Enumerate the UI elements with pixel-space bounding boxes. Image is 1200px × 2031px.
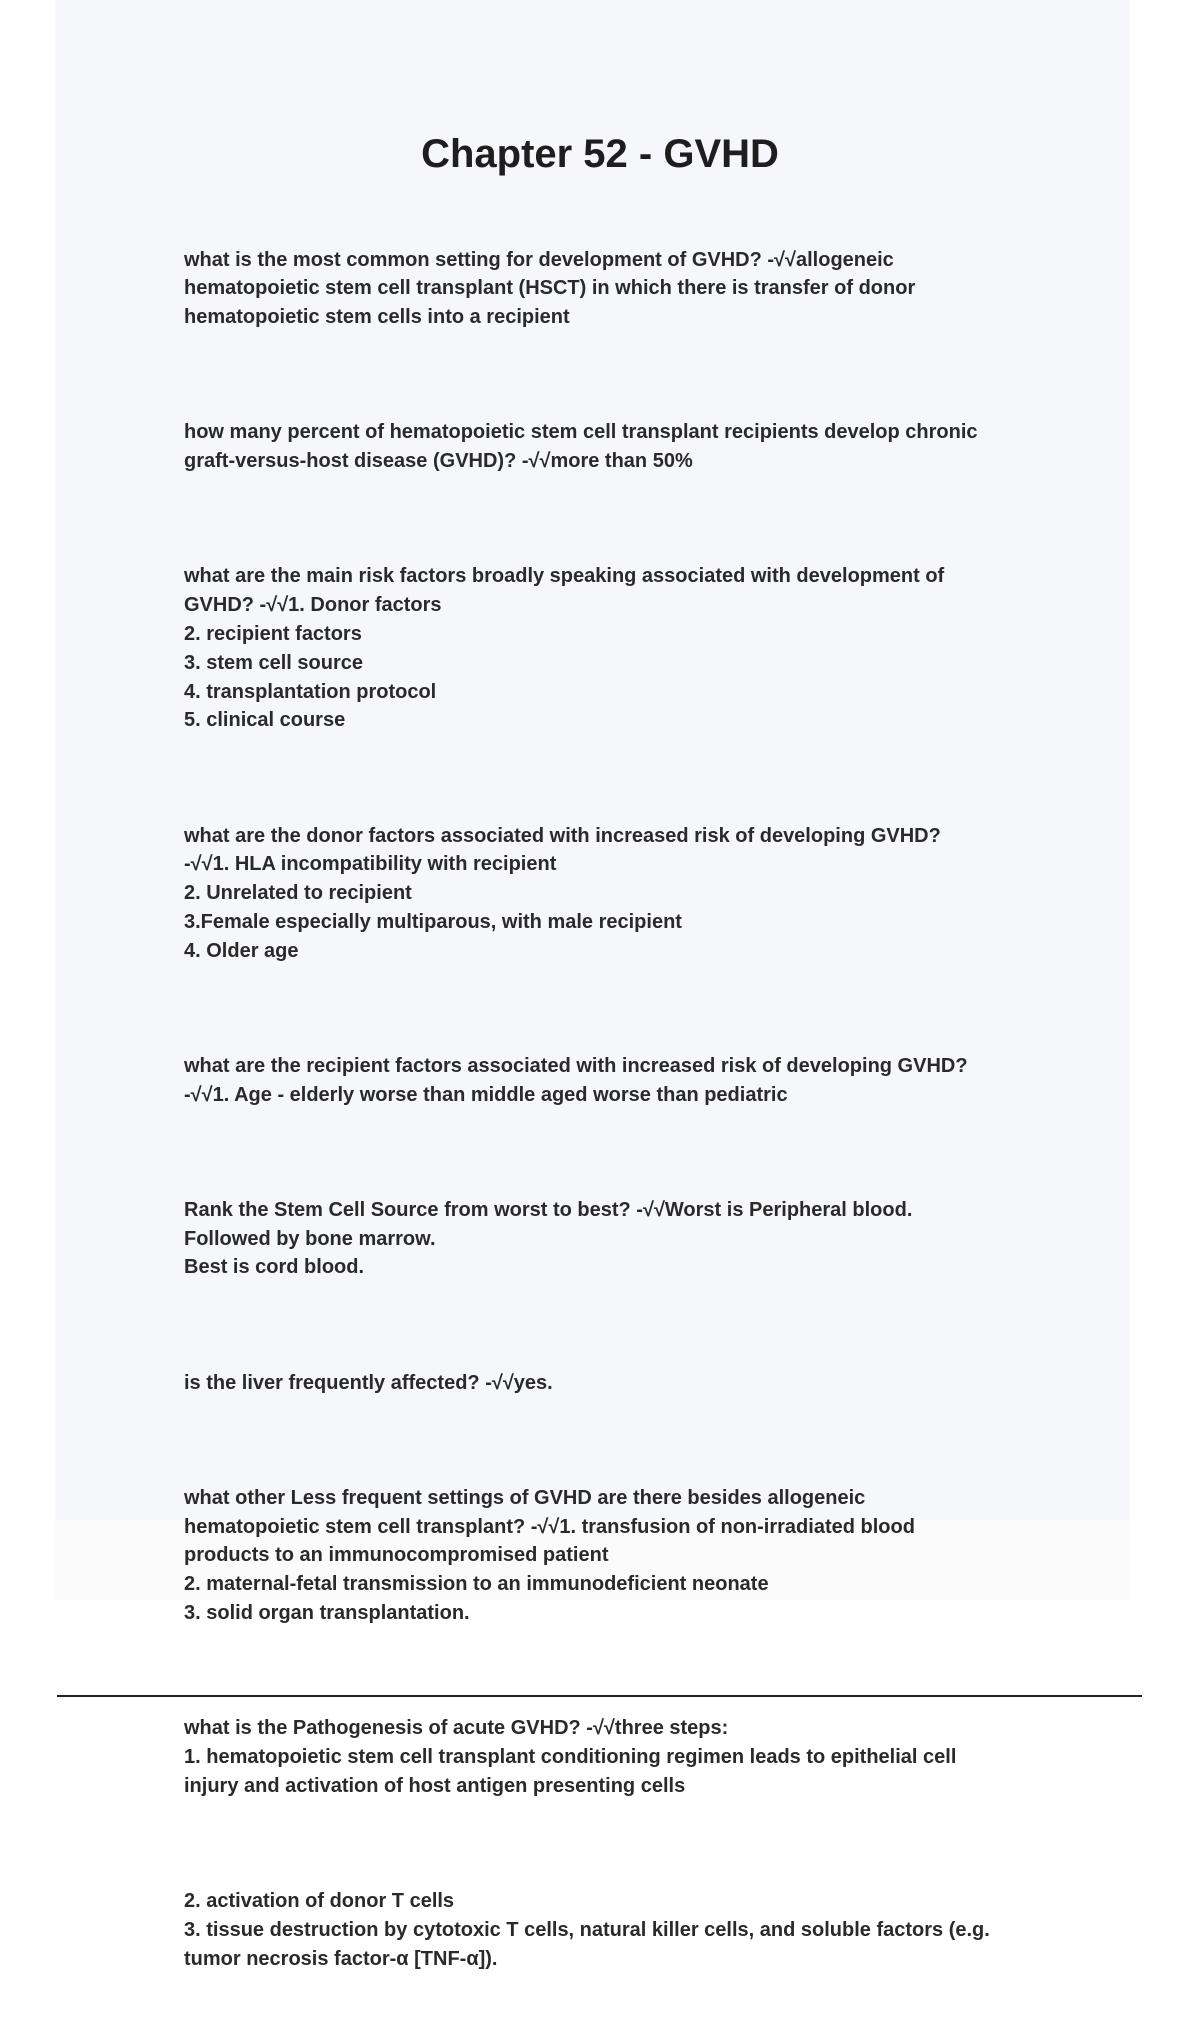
qa-paragraph-4: what are the donor factors associated with increased risk of developing GVHD? -√√1. HLA incompatibility with recipient 2. Unrelated to recipient 3.Female especially multiparous, with male recipient 4. Older age: [184, 824, 941, 962]
qa-paragraph-1: what is the most common setting for development of GVHD? -√√allogeneic hematopoietic stem cell transplant (HSCT) in which there is transfer of donor hematopoietic stem cells into a recipient: [184, 248, 916, 329]
qa-paragraph-7: is the liver frequently affected? -√√yes.: [184, 1371, 553, 1394]
document-body: [184, 188, 1084, 2031]
qa-paragraph-6: Rank the Stem Cell Source from worst to best? -√√Worst is Peripheral blood. Followed by bone marrow. Best is cord blood.: [184, 1198, 913, 1279]
qa-paragraph-3: what are the main risk factors broadly speaking associated with development of GVHD? -√√1. Donor factors 2. recipient factors 3. stem cell source 4. transplantation protocol 5. clinical course: [184, 565, 945, 732]
qa-paragraph-8: what other Less frequent settings of GVHD are there besides allogeneic hematopoietic stem cell transplant? -√√1. transfusion of non-irradiated blood products to an immunocompromised patient 2. maternal-fetal transmission to an immunodeficient neonate 3. solid organ transplantation.: [184, 1486, 915, 1625]
qa-paragraph-2: how many percent of hematopoietic stem cell transplant recipients develop chronic graft-versus-host disease (GVHD)? -√√more than 50%: [184, 421, 978, 473]
qa-paragraph-5: what are the recipient factors associated with increased risk of developing GVHD? -√√1. Age - elderly worse than middle aged worse than pediatric: [184, 1054, 968, 1106]
qa-paragraph-9: what is the Pathogenesis of acute GVHD? -√√three steps: 1. hematopoietic stem cell transplant conditioning regimen leads to epithelial cell injury and activation of host antigen presenting cells: [184, 1717, 957, 1797]
page-title: Chapter 52 - GVHD: [421, 132, 779, 176]
bottom-divider: [57, 1695, 1142, 1697]
qa-paragraph-10: 2. activation of donor T cells 3. tissue destruction by cytotoxic T cells, natural killer cells, and soluble factors (e.g. tumor necrosis factor-α [TNF-α]).: [184, 1890, 990, 1970]
